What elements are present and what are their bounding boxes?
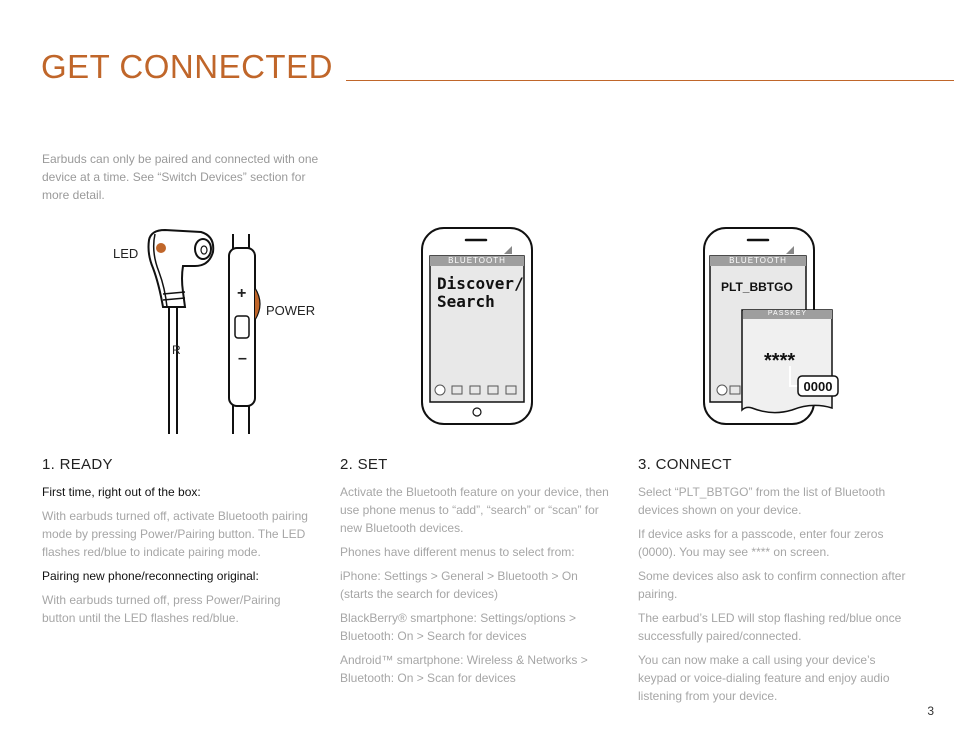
step-ready-p2: With earbuds turned off, press Power/Pairing button until the LED flashes red/blue. (42, 593, 281, 625)
passkey-header: PASSKEY (767, 310, 808, 317)
step-connect-p1: Select “PLT_BBTGO” from the list of Bluetooth devices shown on your device. (638, 485, 886, 517)
step-connect (638, 456, 908, 711)
led-icon (156, 243, 166, 253)
step-ready-sub2: Pairing new phone/reconnecting original: (42, 569, 259, 583)
phone2-header: BLUETOOTH (729, 256, 787, 265)
step-connect-p2: If device asks for a passcode, enter four zeros (0000). You may see **** on screen. (638, 527, 884, 559)
step-connect-p5: You can now make a call using your device’s keypad or voice-dialing feature and enjoy audio listening from your device. (638, 653, 890, 703)
step-ready-p1: With earbuds turned off, activate Bluetooth pairing mode by pressing Power/Pairing button. The LED flashes red/blue to indicate pairing mode. (42, 509, 308, 559)
step-set-p2: Phones have different menus to select from: (340, 545, 575, 559)
r-label: R (172, 343, 181, 357)
step-set-p3: iPhone: Settings > General > Bluetooth > On (starts the search for devices) (340, 569, 578, 601)
step-set (340, 456, 610, 693)
step-ready (42, 456, 312, 633)
passkey-code: 0000 (803, 379, 833, 394)
minus-label: – (238, 350, 247, 367)
page-title: GET CONNECTED (41, 48, 333, 85)
phone1-header: BLUETOOTH (448, 256, 506, 265)
step-ready-sub1: First time, right out of the box: (42, 485, 201, 499)
page-number: 3 (927, 704, 934, 718)
earbud-illustration (105, 222, 335, 437)
step-ready-heading: 1. READY (42, 456, 113, 473)
step-set-p1: Activate the Bluetooth feature on your device, then use phone menus to “add”, “search” or “scan” for new Bluetooth devices. (340, 485, 609, 535)
step-set-p4: BlackBerry® smartphone: Settings/options > Bluetooth: On > Search for devices (340, 611, 576, 643)
title-rule (346, 80, 954, 81)
step-set-heading: 2. SET (340, 456, 388, 473)
power-label: POWER (266, 303, 316, 318)
phone1-text-2: Search (437, 292, 495, 311)
power-button-icon (255, 288, 260, 320)
phone1-text-1: Discover/ (437, 274, 524, 293)
step-connect-p4: The earbud’s LED will stop flashing red/blue once successfully paired/connected. (638, 611, 902, 643)
step-set-p5: Android™ smartphone: Wireless & Networks > Bluetooth: On > Scan for devices (340, 653, 588, 685)
led-label: LED (113, 246, 139, 261)
intro-text: Earbuds can only be paired and connected with one device at a time. See “Switch Devices” section for more detail. (42, 152, 319, 202)
passkey-stars: **** (764, 350, 796, 372)
step-connect-heading: 3. CONNECT (638, 456, 732, 473)
step-connect-p3: Some devices also ask to confirm connection after pairing. (638, 569, 906, 601)
plus-label: + (237, 285, 247, 302)
phone2-device: PLT_BBTGO (721, 280, 793, 294)
